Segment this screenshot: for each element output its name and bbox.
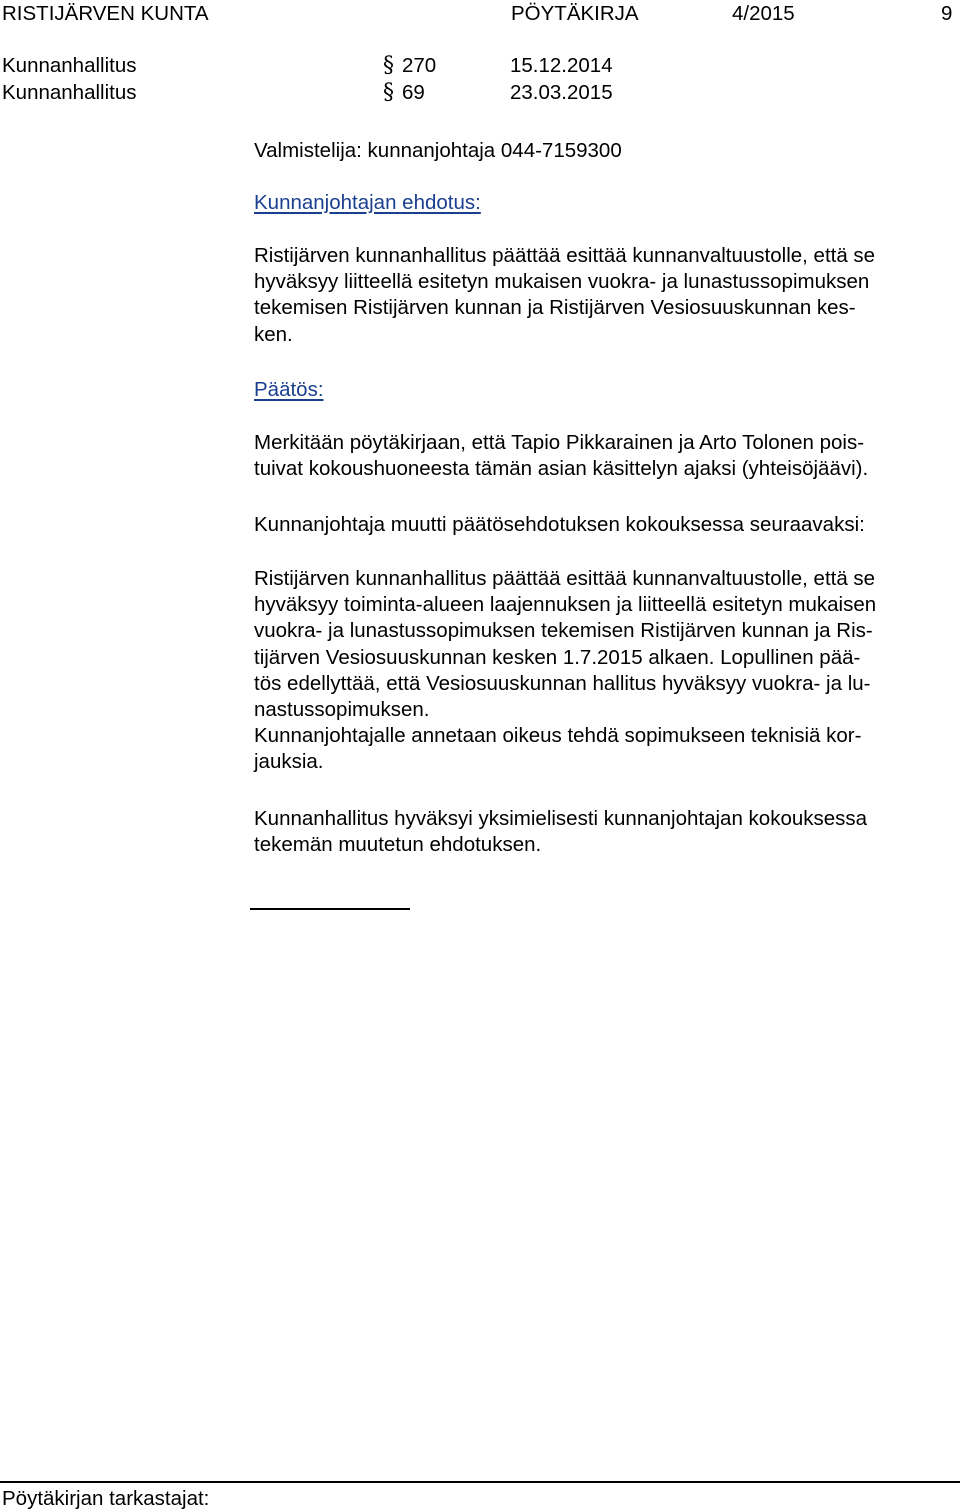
- footer-divider: [0, 1481, 960, 1483]
- reference-body: Kunnanhallitus: [2, 81, 137, 104]
- text-line: Ristijärven kunnanhallitus päättää esittää kunnanvaltuustolle, että se: [254, 244, 876, 267]
- proposal-paragraph: [254, 243, 954, 348]
- section-sign: §: [383, 53, 394, 78]
- decision-paragraph-2: Kunnanjohtaja muutti päätösehdotuksen kokouksessa seuraavaksi:: [254, 513, 865, 536]
- text-line: tekemisen Ristijärven kunnan ja Ristijärven Vesiosuuskunnan kes-: [254, 296, 856, 320]
- reference-date: 23.03.2015: [510, 81, 613, 104]
- decision-paragraph-4: [254, 806, 954, 858]
- reference-number: 270: [402, 54, 437, 77]
- end-of-section-rule: [250, 908, 410, 910]
- text-line: Merkitään pöytäkirjaan, että Tapio Pikkarainen ja Arto Tolonen pois-: [254, 431, 865, 454]
- municipality-name: RISTIJÄRVEN KUNTA: [2, 2, 209, 25]
- decision-paragraph-1: [254, 430, 954, 482]
- reference-body: Kunnanhallitus: [2, 54, 137, 77]
- text-line: hyväksyy liitteellä esitetyn mukaisen vuokra- ja lunastussopimuksen: [254, 270, 870, 294]
- text-line: tekemän muutetun ehdotuksen.: [254, 833, 542, 857]
- section-sign: §: [383, 80, 394, 105]
- preparer-line: Valmistelija: kunnanjohtaja 044-7159300: [254, 139, 622, 162]
- document-type: PÖYTÄKIRJA: [511, 2, 639, 25]
- proposal-heading: Kunnanjohtajan ehdotus:: [254, 191, 481, 214]
- text-line: ken.: [254, 322, 293, 346]
- text-line: nastussopimuksen.: [254, 698, 430, 722]
- page-number: 9: [941, 2, 953, 25]
- text-line: tös edellyttää, että Vesiosuuskunnan hallitus hyväksyy vuokra- ja lu-: [254, 671, 871, 695]
- text-line: Kunnanhallitus hyväksyi yksimielisesti kunnanjohtajan kokouksessa: [254, 807, 868, 830]
- text-line: hyväksyy toiminta-alueen laajennuksen ja liitteellä esitetyn mukaisen: [254, 593, 877, 617]
- text-line: Kunnanjohtajalle annetaan oikeus tehdä sopimukseen teknisiä kor-: [254, 724, 862, 748]
- text-line: vuokra- ja lunastussopimuksen tekemisen Ristijärven kunnan ja Ris-: [254, 619, 873, 643]
- reference-date: 15.12.2014: [510, 54, 613, 77]
- text-line: Ristijärven kunnanhallitus päättää esittää kunnanvaltuustolle, että se: [254, 567, 876, 590]
- document-number: 4/2015: [732, 2, 795, 25]
- reference-row: [0, 54, 960, 80]
- footer-reviewers-label: Pöytäkirjan tarkastajat:: [2, 1487, 210, 1510]
- decision-heading: Päätös:: [254, 378, 324, 401]
- text-line: jauksia.: [254, 750, 324, 774]
- decision-paragraph-3: [254, 566, 954, 776]
- reference-number: 69: [402, 81, 425, 104]
- text-line: tuivat kokoushuoneesta tämän asian käsittelyn ajaksi (yhteisöjäävi).: [254, 457, 869, 481]
- reference-row: [0, 81, 960, 107]
- text-line: tijärven Vesiosuuskunnan kesken 1.7.2015 alkaen. Lopullinen pää-: [254, 645, 861, 669]
